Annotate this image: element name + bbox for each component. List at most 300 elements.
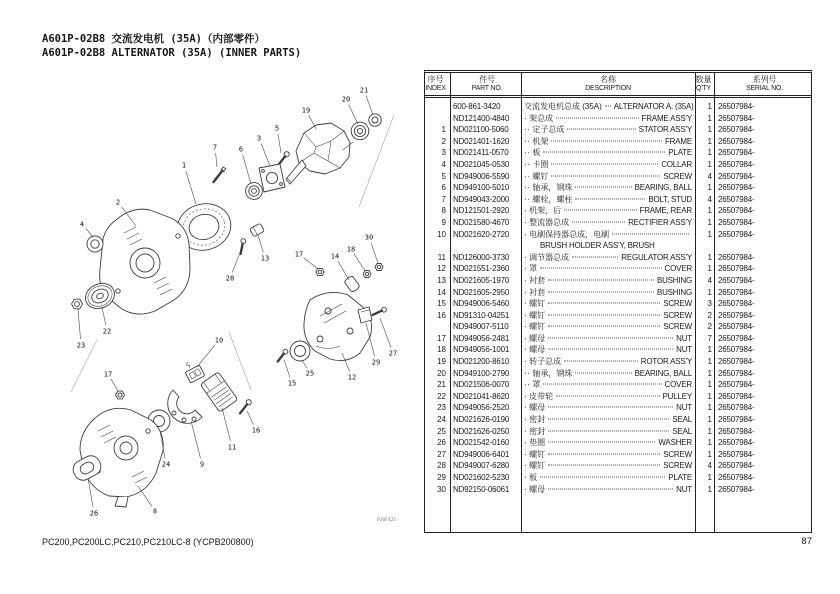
table-header <box>425 73 811 98</box>
table-row <box>425 171 811 183</box>
cell-part-number: ND021200-8610 <box>453 357 510 367</box>
cell-serial-number: 26507984- <box>718 275 755 285</box>
cell-description: ·· 螺栓，螺柱 BOLT, STUD <box>524 194 692 204</box>
callout-2: 2 <box>115 198 121 207</box>
cell-serial-number: 26507984- <box>718 357 755 367</box>
cell-quantity: 1 <box>707 252 712 262</box>
table-row <box>425 205 811 217</box>
table-row <box>425 287 811 299</box>
table-row <box>425 391 811 403</box>
cell-quantity: 3 <box>707 299 712 309</box>
part-nut-18 <box>363 271 371 278</box>
table-row <box>425 437 811 449</box>
header-serial-en: SERIAL NO. <box>745 85 784 92</box>
cell-description: · 螺母 NUT <box>524 484 692 494</box>
cell-quantity: 1 <box>707 426 712 436</box>
cell-description: · 架总成 FRAME ASS'Y <box>524 113 692 123</box>
table-row <box>425 263 811 275</box>
callout-leader <box>216 153 217 167</box>
cell-quantity: 2 <box>707 310 712 320</box>
cell-serial-number: 26507984- <box>718 345 755 355</box>
cell-serial-number: 26507984- <box>718 449 755 459</box>
callout-26: 26 <box>89 509 99 518</box>
cell-serial-number: 26507984- <box>718 380 755 390</box>
cell-index: 7 <box>441 194 446 204</box>
cell-description: · 螺钉 SCREW <box>524 299 692 309</box>
cell-quantity: 1 <box>707 159 712 169</box>
cell-quantity: 1 <box>707 403 712 413</box>
part-nut-17a <box>316 268 324 275</box>
header-part-en: PART NO. <box>471 85 503 92</box>
cell-index <box>425 321 450 333</box>
table-row <box>425 147 811 159</box>
cell-part-number: ND92150-06061 <box>453 484 510 494</box>
cell-quantity: 1 <box>707 183 712 193</box>
callout-leader <box>247 411 253 425</box>
cell-serial-number: 26507984- <box>718 171 755 181</box>
cell-index: 25 <box>437 426 446 436</box>
cell-index: 18 <box>437 345 446 355</box>
part-nut-30 <box>375 264 383 271</box>
callout-17: 17 <box>294 250 304 259</box>
callout-11: 11 <box>227 443 237 452</box>
table-row <box>425 101 811 113</box>
callout-15: 15 <box>287 379 297 388</box>
cell-quantity: 4 <box>707 171 712 181</box>
part-nut-23 <box>72 299 83 309</box>
cell-index: 22 <box>437 391 446 401</box>
cell-index: 8 <box>441 206 446 216</box>
cell-part-number: ND126000-3730 <box>453 252 510 262</box>
cell-index: 5 <box>441 171 446 181</box>
callout-30: 30 <box>364 233 374 242</box>
cell-serial-number: 26507984- <box>718 183 755 193</box>
table-row <box>425 113 811 125</box>
cell-serial-number: 26507984- <box>718 391 755 401</box>
cell-description: ·· 轴承，钢珠 BEARING, BALL <box>524 368 692 378</box>
callout-20: 20 <box>341 95 351 104</box>
cell-part-number: ND949056-2481 <box>453 333 510 343</box>
cell-part-number: ND021605-1970 <box>453 275 510 285</box>
cell-part-number: ND021506-0070 <box>453 380 510 390</box>
cell-quantity: 1 <box>707 415 712 425</box>
cell-description: · 机架，后 FRAME, REAR <box>524 206 692 216</box>
callout-leader <box>191 421 201 458</box>
cell-serial-number: 26507984- <box>718 206 755 216</box>
callout-leader <box>222 408 231 441</box>
table-row <box>425 275 811 287</box>
cell-description: · 衬套 BUSHING <box>524 287 692 297</box>
header-serial-zh: 系列号 <box>752 74 777 84</box>
part-bolt-7 <box>212 167 226 183</box>
cell-index: 16 <box>437 310 446 320</box>
cell-serial-number: 26507984- <box>718 264 755 274</box>
cell-quantity: 1 <box>707 217 712 227</box>
cell-serial-number: 26507984- <box>718 217 755 227</box>
callout-27: 27 <box>388 349 398 358</box>
callout-leader <box>371 243 378 263</box>
part-screw-27 <box>372 306 388 317</box>
callout-leader <box>354 254 365 271</box>
cell-quantity: 1 <box>707 438 712 448</box>
page-number: 87 <box>801 536 812 547</box>
cell-description: ·· 罩 COVER <box>524 380 692 390</box>
header-part-zh: 件号 <box>479 74 495 84</box>
cell-quantity: 1 <box>707 391 712 401</box>
cell-description: ·· 螺钉 SCREW <box>524 171 692 181</box>
callout-8: 8 <box>152 507 158 516</box>
cell-description: · 电刷保持器总成，电刷 BRUSH HOLDER ASS'Y, BRUSH <box>521 229 695 252</box>
cell-index: 4 <box>441 159 446 169</box>
header-desc-en: DESCRIPTION <box>585 85 631 92</box>
part-bushing-14 <box>344 275 361 293</box>
table-row <box>425 356 811 368</box>
cell-part-number: ND949056-2520 <box>453 403 510 413</box>
cell-description: · 罩 COVER <box>524 264 692 274</box>
callout-19: 19 <box>301 106 311 115</box>
cell-index: 10 <box>437 229 446 239</box>
cell-index: 28 <box>437 461 446 471</box>
table-row <box>425 379 811 391</box>
table-row <box>425 217 811 229</box>
cell-description: · 螺钉 SCREW <box>524 461 692 471</box>
table-row <box>425 182 811 194</box>
cell-serial-number: 26507984- <box>718 299 755 309</box>
part-cover-12 <box>304 292 372 360</box>
page-title-en: A601P-02B8 ALTERNATOR (35A) (INNER PARTS) <box>42 46 302 59</box>
cell-index: 19 <box>437 357 446 367</box>
table-row <box>425 159 811 171</box>
callout-leader <box>111 379 118 391</box>
cell-quantity: 7 <box>707 333 712 343</box>
cell-quantity: 1 <box>707 380 712 390</box>
callout-leader <box>380 318 391 347</box>
cell-index: 14 <box>437 287 446 297</box>
callout-leader <box>304 258 318 269</box>
callout-leader <box>338 261 349 280</box>
cell-part-number: 600-861-3420 <box>453 102 501 111</box>
cell-part-number: ND949006-5590 <box>453 171 510 181</box>
cell-part-number: ND021605-2950 <box>453 287 510 297</box>
cell-part-number: ND021551-2360 <box>453 264 510 274</box>
cell-index: 6 <box>441 183 446 193</box>
cell-part-number: ND949006-6401 <box>453 449 510 459</box>
callout-23: 23 <box>76 341 86 350</box>
cell-quantity: 1 <box>707 287 712 297</box>
table-row <box>425 229 811 252</box>
cell-quantity: 4 <box>707 461 712 471</box>
cell-quantity: 1 <box>707 136 712 146</box>
callout-leader <box>102 307 106 325</box>
table-row <box>425 402 811 414</box>
cell-index: 24 <box>437 415 446 425</box>
cell-description: · 密封 SEAL <box>524 426 692 436</box>
callout-leader <box>232 253 240 272</box>
callout-leader <box>78 309 81 339</box>
cell-description: ·· 定子总成 STATOR ASS'Y <box>524 125 692 135</box>
cell-index: 27 <box>437 449 446 459</box>
cell-description: · 板 PLATE <box>524 473 692 482</box>
cell-index: 11 <box>437 252 446 262</box>
part-plate-29 <box>358 307 372 323</box>
table-row <box>425 472 811 484</box>
table-row <box>425 252 811 264</box>
callout-24: 24 <box>161 460 171 469</box>
header-quantity <box>695 73 714 95</box>
cell-quantity: 1 <box>707 473 712 482</box>
cell-index: 30 <box>437 484 446 494</box>
callout-1: 1 <box>181 161 187 170</box>
header-qty-zh: 数量 <box>695 74 712 84</box>
header-index <box>425 73 450 95</box>
cell-description: · 转子总成 ROTOR ASS'Y <box>524 357 692 367</box>
table-row <box>425 124 811 136</box>
part-bearing-20 <box>351 122 369 140</box>
part-plate-3 <box>259 164 285 192</box>
cell-serial-number: 26507984- <box>718 322 755 332</box>
callout-leader <box>197 345 215 367</box>
header-serial-no <box>714 73 811 95</box>
cell-quantity: 1 <box>707 357 712 367</box>
table-row <box>425 484 811 496</box>
cell-serial-number: 26507984- <box>718 113 755 123</box>
cell-quantity: 1 <box>707 449 712 459</box>
cell-index: 26 <box>437 438 446 448</box>
cell-index: 21 <box>437 380 446 390</box>
callout-25: 25 <box>305 369 315 378</box>
cell-description: · 垫圈 WASHER <box>524 438 692 448</box>
callout-leader <box>284 360 290 377</box>
cell-quantity: 2 <box>707 322 712 332</box>
callout-16: 16 <box>251 426 261 435</box>
cell-index <box>425 101 450 113</box>
table-row <box>425 310 811 322</box>
callout-9: 9 <box>199 460 205 469</box>
cell-index: 17 <box>437 333 446 343</box>
part-cover-21 <box>369 114 381 126</box>
cell-description: · 螺母 NUT <box>524 345 692 355</box>
cell-part-number: ND949043-2000 <box>453 194 510 204</box>
cell-part-number: ND021041-8620 <box>453 391 510 401</box>
cell-description: ·· 轴承，钢珠 BEARING, BALL <box>524 183 692 193</box>
cell-description: ·· 板 PLATE <box>524 148 692 158</box>
table-row <box>425 414 811 426</box>
table-row <box>425 344 811 356</box>
callout-7: 7 <box>212 143 218 152</box>
cell-part-number: ND021100-5060 <box>453 125 509 135</box>
cell-quantity: 1 <box>707 113 712 123</box>
cell-description: 交流发电机总成 (35A) ALTERNATOR A. (35A) <box>524 102 694 111</box>
cell-index <box>425 113 450 125</box>
cell-serial-number: 26507984- <box>718 333 755 343</box>
cell-index: 12 <box>437 264 446 274</box>
cell-index: 3 <box>441 148 446 158</box>
cell-serial-number: 26507984- <box>718 252 755 262</box>
callout-leader <box>243 155 251 184</box>
cell-index: 15 <box>437 299 446 309</box>
table-row <box>425 333 811 345</box>
cell-part-number: ND021626-0250 <box>453 426 510 436</box>
part-rectifier-9 <box>168 390 202 423</box>
cell-description: · 螺母 NUT <box>524 333 692 343</box>
cell-part-number: ND021626-0190 <box>453 415 510 425</box>
cell-part-number: ND949007-6280 <box>453 461 510 471</box>
cell-part-number: ND021401-1620 <box>453 136 510 146</box>
callout-12: 12 <box>347 373 357 382</box>
table-body <box>425 101 811 532</box>
header-part-no <box>450 73 521 95</box>
callout-5: 5 <box>274 124 280 133</box>
callout-leader <box>186 171 196 204</box>
callout-17: 17 <box>103 370 113 379</box>
callout-22: 22 <box>102 327 112 336</box>
cell-description: · 螺钉 SCREW <box>524 449 692 459</box>
callout-10: 10 <box>214 336 224 345</box>
cell-serial-number: 26507984- <box>718 473 755 482</box>
cell-description: · 整流器总成 RECTIFIER ASS'Y <box>524 217 692 227</box>
table-row <box>425 449 811 461</box>
table-row <box>425 460 811 472</box>
cell-serial-number: 26507984- <box>718 148 755 158</box>
part-bushing-13 <box>250 223 265 237</box>
cell-description: · 衬套 BUSHING <box>524 275 692 285</box>
cell-part-number: ND91310-04251 <box>453 310 510 320</box>
diagram-svg <box>38 76 426 528</box>
cell-part-number: ND949007-5110 <box>453 322 509 332</box>
cell-quantity: 1 <box>707 345 712 355</box>
parts-table <box>424 70 812 533</box>
cell-index: 9 <box>441 217 446 227</box>
cell-quantity: 4 <box>707 275 712 285</box>
header-qty-en: Q'TY <box>696 85 711 92</box>
cell-part-number: ND021602-5230 <box>453 473 510 482</box>
cell-description: ·· 卡圈 COLLAR <box>524 159 692 169</box>
cell-index: 29 <box>437 473 446 482</box>
cell-quantity: 4 <box>707 194 712 204</box>
cell-part-number: ND949006-5460 <box>453 299 510 309</box>
cell-serial-number: 26507984- <box>718 310 755 320</box>
footer-models: PC200,PC200LC,PC210,PC210LC-8 (YCPB200800) <box>42 537 254 547</box>
part-nut-17b <box>116 391 125 399</box>
part-rotor-19 <box>286 123 353 184</box>
cell-description: · 螺母 NUT <box>524 403 692 413</box>
cell-index: 1 <box>441 125 446 135</box>
header-description <box>521 73 695 95</box>
cell-serial-number: 26507984- <box>718 229 755 239</box>
table-row <box>425 298 811 310</box>
callout-28: 28 <box>225 274 235 283</box>
cell-part-number: ND949056-1001 <box>453 345 510 355</box>
part-screw-16 <box>238 399 252 415</box>
cell-serial-number: 26507984- <box>718 136 755 146</box>
cell-description: · 皮带轮 PULLEY <box>524 391 692 401</box>
cell-quantity: 1 <box>707 229 712 239</box>
cell-quantity: 1 <box>707 125 712 135</box>
callout-6: 6 <box>238 145 244 154</box>
cell-serial-number: 26507984- <box>718 287 755 297</box>
cell-serial-number: 26507984- <box>718 461 755 471</box>
cell-serial-number: 26507984- <box>718 368 755 378</box>
part-screw-15 <box>276 348 289 363</box>
table-row <box>425 136 811 148</box>
cell-part-number: ND021580-4670 <box>453 217 510 227</box>
callout-leader <box>138 486 152 506</box>
page-title <box>42 33 301 60</box>
cell-serial-number: 26507984- <box>718 102 755 111</box>
callout-leader <box>366 96 373 115</box>
table-row <box>425 426 811 438</box>
cell-quantity: 1 <box>707 368 712 378</box>
cell-quantity: 1 <box>707 264 712 274</box>
cell-description: · 螺钉 SCREW <box>524 310 692 320</box>
cell-serial-number: 26507984- <box>718 415 755 425</box>
cell-part-number: ND949100-5010 <box>453 183 510 193</box>
cell-serial-number: 26507984- <box>718 159 755 169</box>
figure-code: PJ0F425 <box>377 518 396 523</box>
cell-serial-number: 26507984- <box>718 194 755 204</box>
cell-serial-number: 26507984- <box>718 426 755 436</box>
cell-serial-number: 26507984- <box>718 403 755 413</box>
header-index-en: INDEX <box>425 85 446 92</box>
callout-leader <box>302 360 307 368</box>
cell-part-number: ND021045-0530 <box>453 159 510 169</box>
page-title-zh: A601P-02B8 交流发电机 (35A)（内部零件） <box>42 33 265 45</box>
exploded-diagram <box>38 76 426 528</box>
cell-part-number: ND121501-2920 <box>453 206 510 216</box>
callout-leader <box>278 134 281 153</box>
callout-leader <box>86 229 93 237</box>
callout-13: 13 <box>260 254 270 263</box>
cell-part-number: ND021411-0570 <box>453 148 509 158</box>
callout-4: 4 <box>79 220 85 229</box>
cell-part-number: ND021620-2720 <box>453 229 510 239</box>
cell-quantity: 1 <box>707 206 712 216</box>
cell-description: ·· 机架 FRAME <box>524 136 692 146</box>
table-row <box>425 368 811 380</box>
callout-29: 29 <box>371 358 381 367</box>
part-bearing-6 <box>246 183 263 200</box>
part-seal-25 <box>290 341 310 361</box>
cell-index: 23 <box>437 403 446 413</box>
callout-21: 21 <box>359 86 369 95</box>
part-screw-28 <box>238 238 246 254</box>
part-collar-4 <box>87 236 103 252</box>
cell-part-number: ND121400-4840 <box>453 113 510 123</box>
part-regulator-11 <box>200 372 238 412</box>
header-desc-zh: 名称 <box>600 74 616 84</box>
table-row <box>425 321 811 333</box>
callout-3: 3 <box>256 134 262 143</box>
callout-leader <box>349 104 358 124</box>
cell-index: 20 <box>437 368 446 378</box>
cell-description: · 密封 SEAL <box>524 415 692 425</box>
cell-description: · 调节器总成 REGULATOR ASS'Y <box>524 252 692 262</box>
callout-leader <box>258 235 263 252</box>
cell-quantity: 1 <box>707 148 712 158</box>
callout-leader <box>261 144 270 166</box>
table-row <box>425 194 811 206</box>
cell-index: 13 <box>437 275 446 285</box>
cell-part-number: ND021542-0160 <box>453 438 510 448</box>
cell-serial-number: 26507984- <box>718 125 755 135</box>
cell-index: 2 <box>441 136 446 146</box>
cell-serial-number: 26507984- <box>718 438 755 448</box>
callout-14: 14 <box>330 252 340 261</box>
cell-quantity: 1 <box>707 484 712 494</box>
cell-quantity: 1 <box>707 102 712 111</box>
cell-serial-number: 26507984- <box>718 484 755 494</box>
cell-description: · 螺钉 SCREW <box>524 322 692 332</box>
